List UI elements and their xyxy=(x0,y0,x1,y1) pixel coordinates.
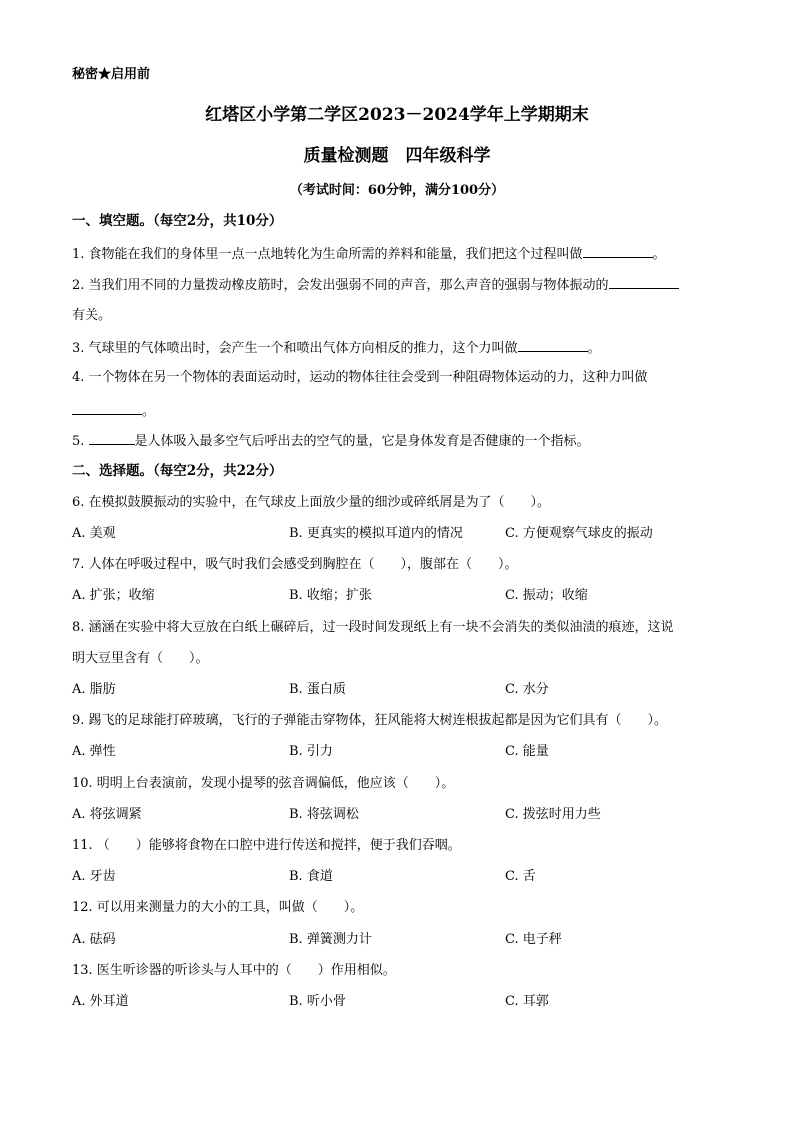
question-7: 7. 人体在呼吸过程中，吸气时我们会感受到胸腔在（ ），腹部在（ ）。 xyxy=(72,557,518,572)
question-6-option-a[interactable]: A. 美观 xyxy=(72,526,116,541)
question-7-option-b[interactable]: B. 收缩；扩张 xyxy=(289,588,372,603)
question-10-option-a[interactable]: A. 将弦调紧 xyxy=(72,807,142,822)
question-4-end: 。 xyxy=(142,404,156,419)
question-1-end: 。 xyxy=(652,247,666,262)
question-11-option-b[interactable]: B. 食道 xyxy=(289,869,333,884)
question-5 xyxy=(72,431,590,451)
question-2-continued: 有关。 xyxy=(72,308,112,323)
question-11-option-a[interactable]: A. 牙齿 xyxy=(72,869,116,884)
question-6-option-b[interactable]: B. 更真实的模拟耳道内的情况 xyxy=(289,526,463,541)
question-13-option-b[interactable]: B. 听小骨 xyxy=(289,994,346,1009)
question-10-option-b[interactable]: B. 将弦调松 xyxy=(289,807,359,822)
question-9: 9. 踢飞的足球能打碎玻璃，飞行的子弹能击穿物体，狂风能将大树连根拔起都是因为它们具有（ ）。 xyxy=(72,713,668,728)
question-5-text: 是人体吸入最多空气后呼出去的空气的量，它是身体发育是否健康的一个指标。 xyxy=(134,434,590,449)
question-13: 13. 医生听诊器的听诊头与人耳中的（ ）作用相似。 xyxy=(72,963,396,978)
section-heading-multiple-choice: 二、选择题。（每空2分，共22分） xyxy=(72,463,283,479)
question-3-end: 。 xyxy=(587,341,601,356)
question-7-option-c[interactable]: C. 振动；收缩 xyxy=(505,588,588,603)
question-4-continued xyxy=(72,401,155,421)
exam-title-line1: 红塔区小学第二学区2023－2024学年上学期期末 xyxy=(205,105,589,125)
answer-blank[interactable] xyxy=(583,244,653,258)
question-6: 6. 在模拟鼓膜振动的实验中，在气球皮上面放少量的细沙或碎纸屑是为了（ ）。 xyxy=(72,495,551,510)
answer-blank[interactable] xyxy=(72,401,142,415)
question-8: 8. 涵涵在实验中将大豆放在白纸上碾碎后，过一段时间发现纸上有一块不会消失的类似油渍的痕迹，这说 xyxy=(72,620,674,635)
question-12-option-c[interactable]: C. 电子秤 xyxy=(505,932,562,947)
question-10-option-c[interactable]: C. 拨弦时用力些 xyxy=(505,807,601,822)
question-8-continued: 明大豆里含有（ ）。 xyxy=(72,651,209,666)
question-11-option-c[interactable]: C. 舌 xyxy=(505,869,536,884)
question-9-option-c[interactable]: C. 能量 xyxy=(505,744,549,759)
question-1 xyxy=(72,244,666,264)
question-5-prefix: 5. xyxy=(72,434,89,449)
question-9-option-b[interactable]: B. 引力 xyxy=(289,744,333,759)
question-7-option-a[interactable]: A. 扩张；收缩 xyxy=(72,588,155,603)
question-12-option-b[interactable]: B. 弹簧测力计 xyxy=(289,932,372,947)
question-4: 4. 一个物体在另一个物体的表面运动时，运动的物体往往会受到一种阻碍物体运动的力，这种力叫做 xyxy=(72,370,648,385)
exam-info: （考试时间：60分钟，满分100分） xyxy=(289,183,505,198)
question-3 xyxy=(72,338,601,358)
question-9-option-a[interactable]: A. 弹性 xyxy=(72,744,116,759)
question-1-text: 1. 食物能在我们的身体里一点一点地转化为生命所需的养料和能量，我们把这个过程叫做 xyxy=(72,247,583,262)
question-2 xyxy=(72,275,679,295)
question-8-option-c[interactable]: C. 水分 xyxy=(505,682,549,697)
question-2-text: 2. 当我们用不同的力量拨动橡皮筋时，会发出强弱不同的声音，那么声音的强弱与物体振动的 xyxy=(72,278,609,293)
question-11: 11. （ ）能够将食物在口腔中进行传送和搅拌，便于我们吞咽。 xyxy=(72,838,461,853)
exam-title-line2: 质量检测题 四年级科学 xyxy=(303,146,491,166)
question-8-option-a[interactable]: A. 脂肪 xyxy=(72,682,116,697)
question-6-option-c[interactable]: C. 方便观察气球皮的振动 xyxy=(505,526,653,541)
answer-blank[interactable] xyxy=(518,338,588,352)
answer-blank[interactable] xyxy=(609,275,679,289)
question-13-option-c[interactable]: C. 耳郭 xyxy=(505,994,549,1009)
question-8-option-b[interactable]: B. 蛋白质 xyxy=(289,682,346,697)
question-12: 12. 可以用来测量力的大小的工具，叫做（ ）。 xyxy=(72,900,364,915)
confidential-label: 秘密★启用前 xyxy=(72,67,151,82)
question-10: 10. 明明上台表演前，发现小提琴的弦音调偏低，他应该（ ）。 xyxy=(72,776,455,791)
question-13-option-a[interactable]: A. 外耳道 xyxy=(72,994,129,1009)
section-heading-fill-blank: 一、填空题。（每空2分，共10分） xyxy=(72,213,283,229)
answer-blank[interactable] xyxy=(89,431,135,445)
question-3-text: 3. 气球里的气体喷出时，会产生一个和喷出气体方向相反的推力，这个力叫做 xyxy=(72,341,518,356)
question-12-option-a[interactable]: A. 砝码 xyxy=(72,932,116,947)
